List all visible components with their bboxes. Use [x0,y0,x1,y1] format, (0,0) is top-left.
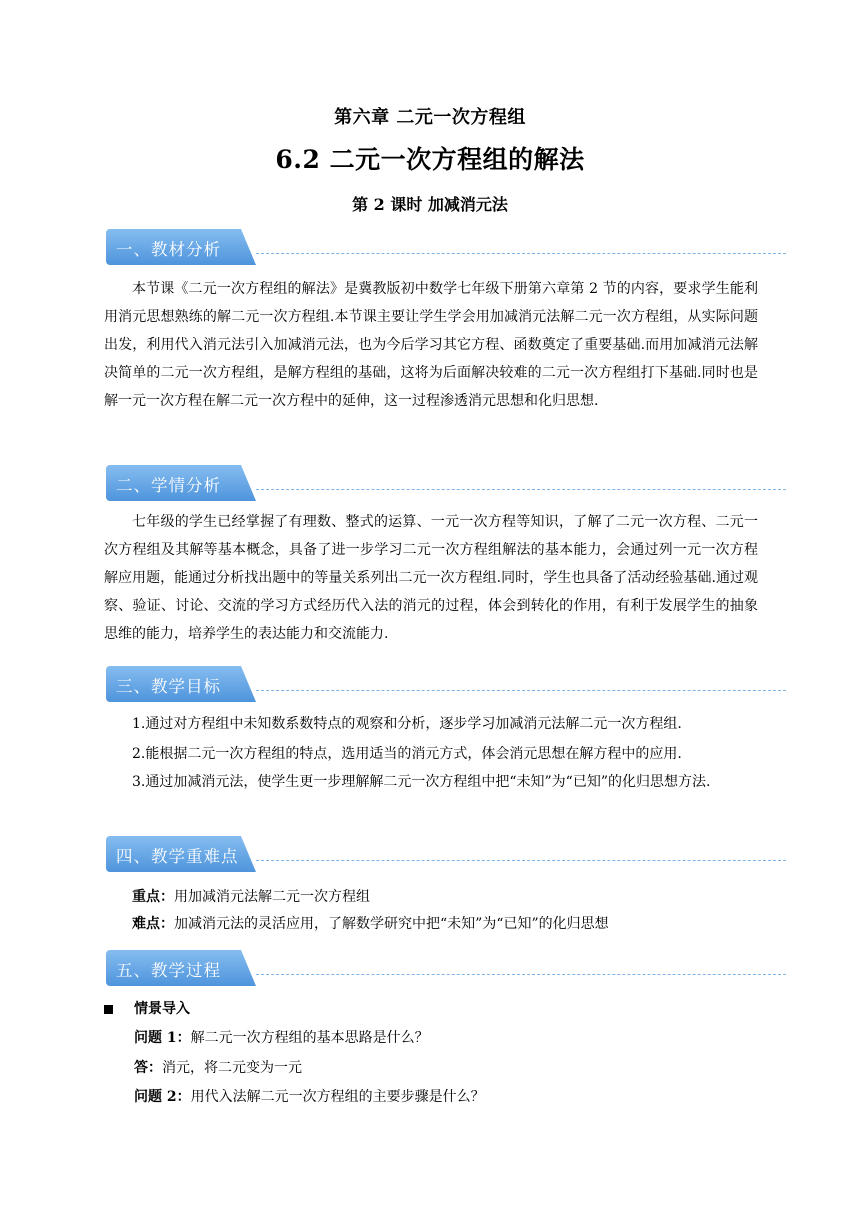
key-point-text: 用加减消元法解二元一次方程组 [174,889,370,905]
question-1-text: 解二元一次方程组的基本思路是什么？ [190,1030,429,1046]
dashed-divider [256,253,786,254]
section-header-teaching-goals [106,666,786,702]
answer-1 [134,1054,302,1082]
answer-1-label: 答： [134,1060,162,1076]
dashed-divider [256,974,786,975]
dashed-divider [256,860,786,861]
goal-item-1: 1.通过对方程组中未知数系数特点的观察和分析，逐步学习加减消元法解二元一次方程组. [132,716,682,732]
lesson-subtitle: 第 2 课时 加减消元法 [352,195,508,214]
chapter-heading: 第六章 二元一次方程组 [334,107,526,128]
goal-item-3: 3.通过加减消元法，使学生更一步理解解二元一次方程组中把“未知”为“已知”的化归思想方法. [132,774,711,790]
difficulty-label: 难点： [132,916,174,932]
dashed-divider [256,690,786,691]
question-2-text: 用代入法解二元一次方程组的主要步骤是什么？ [190,1089,485,1105]
section-label: 四、教学重难点 [116,847,239,866]
key-point-line [132,883,370,911]
section-label: 五、教学过程 [116,961,221,980]
key-point-label: 重点： [132,889,174,905]
section-header-student-analysis [106,465,786,501]
answer-1-text: 消元，将二元变为一元 [162,1060,302,1076]
difficulty-line [132,910,609,938]
square-bullet-icon [104,1005,113,1014]
section-label: 一、教材分析 [116,240,221,259]
section-header-key-points [106,836,786,872]
section-header-teaching-process [106,950,786,986]
goal-item-2: 2.能根据二元一次方程组的特点，选用适当的消元方式，体会消元思想在解方程中的应用. [132,746,682,762]
difficulty-text: 加减消元法的灵活应用，了解数学研究中把“未知”为“已知”的化归思想 [174,916,609,932]
dashed-divider [256,489,786,490]
page-title: 6.2 二元一次方程组的解法 [275,145,585,174]
question-2-label: 问题 2： [134,1089,191,1105]
section-label: 二、学情分析 [116,476,221,495]
question-1 [134,1024,429,1052]
question-2 [134,1083,485,1111]
section-header-textbook-analysis [106,229,786,265]
process-heading: 情景导入 [134,1001,190,1017]
section-label: 三、教学目标 [116,677,221,696]
student-analysis-paragraph: 七年级的学生已经掌握了有理数、整式的运算、一元一次方程等知识，了解了二元一次方程、二元一次方程组及其解等基本概念，具备了进一步学习二元一次方程组解法的基本能力，会通过列一元一次方程解应用题，能通过分析找出题中的等量关系列出二元一次方程组.同时，学生也具备了活动经验基础.通过观察、验证、讨论、交流的学习方式经历代入法的消元的过程，体会到转化的作用，有利于发展学生的抽象思维的能力，培养学生的表达能力和交流能力. [104,514,758,642]
question-1-label: 问题 1： [134,1030,191,1046]
textbook-analysis-paragraph: 本节课《二元一次方程组的解法》是冀教版初中数学七年级下册第六章第 2 节的内容，要求学生能利用消元思想熟练的解二元一次方程组.本节课主要让学生学会用加减消元法解二元一次方程组，从实际问题出发，利用代入消元法引入加减消元法，也为今后学习其它方程、函数奠定了重要基础.而用加减消元法解决简单的二元一次方程组，是解方程组的基础，这将为后面解决较难的二元一次方程组打下基础.同时也是解一元一次方程在解二元一次方程中的延伸，这一过程渗透消元思想和化归思想. [104,281,758,409]
